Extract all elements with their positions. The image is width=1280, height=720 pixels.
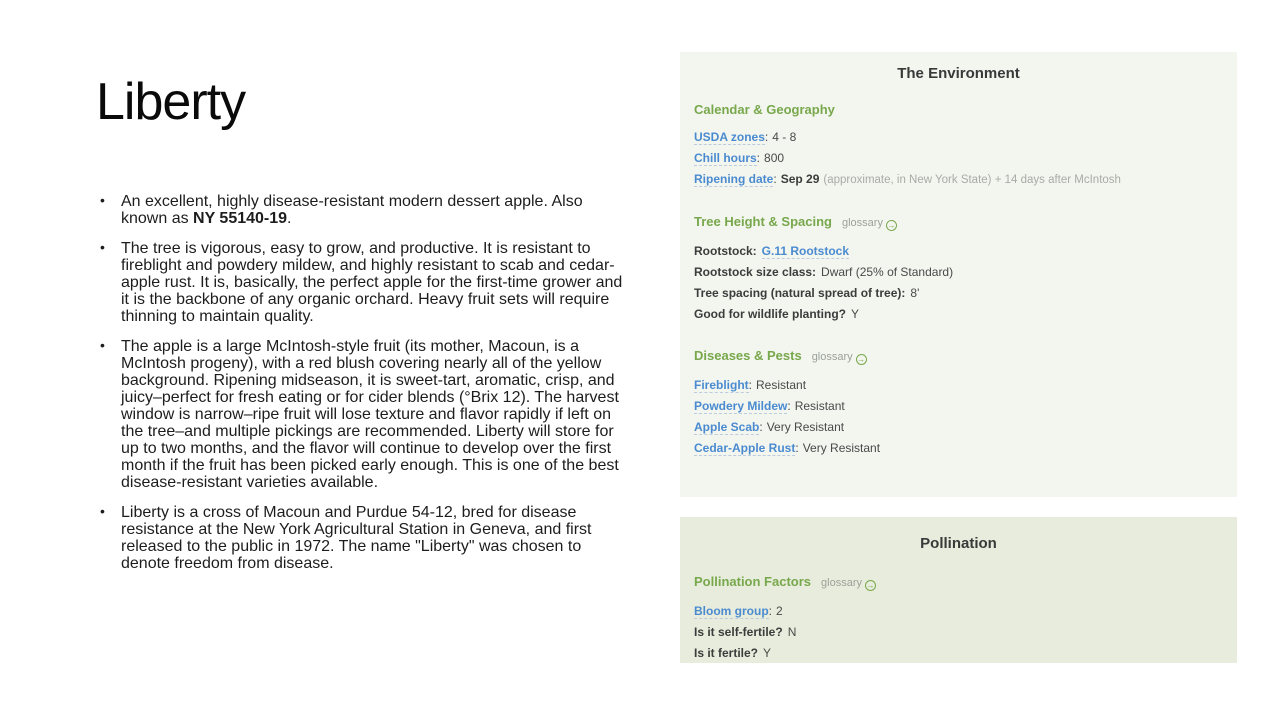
bloom-group-row xyxy=(694,605,1223,618)
powdery-mildew-row xyxy=(694,400,1223,413)
bloom-group-value: 2 xyxy=(776,604,783,618)
bullet-dot-icon xyxy=(100,337,105,354)
wildlife-planting-row xyxy=(694,308,1223,321)
ripening-date-note: (approximate, in New York State) + 14 days after McIntosh xyxy=(823,174,1121,186)
bullet-text: An excellent, highly disease-resistant modern dessert apple. Also known as NY 55140-19. xyxy=(121,193,583,227)
pollination-glossary-link[interactable] xyxy=(821,577,876,589)
page-title: Liberty xyxy=(96,73,246,131)
bloom-group-link[interactable]: Bloom group xyxy=(694,604,769,618)
usda-zones-link[interactable]: USDA zones xyxy=(694,130,765,144)
bullet-item-4 xyxy=(97,504,627,572)
chill-hours-value: 800 xyxy=(764,151,785,165)
ripening-date-row xyxy=(694,173,1223,187)
apple-scab-link[interactable]: Apple Scab xyxy=(694,420,760,434)
fertile-label: Is it fertile? xyxy=(694,646,759,660)
circle-arrow-right-icon xyxy=(856,354,867,365)
rootstock-size-row xyxy=(694,266,1223,279)
fertile-value: Y xyxy=(763,646,772,660)
g11-rootstock-link[interactable]: G.11 Rootstock xyxy=(761,244,850,258)
rootstock-row xyxy=(694,245,1223,258)
section-heading-label: Tree Height & Spacing xyxy=(694,214,832,229)
apple-scab-row xyxy=(694,421,1223,434)
circle-arrow-right-icon xyxy=(886,220,897,231)
separator: : xyxy=(759,420,763,434)
glossary-label: glossary xyxy=(811,351,853,363)
cedar-apple-rust-link[interactable]: Cedar-Apple Rust xyxy=(694,441,796,455)
usda-zones-row xyxy=(694,131,1223,144)
powdery-mildew-value: Resistant xyxy=(794,399,845,413)
ripening-date-value: Sep 29 xyxy=(780,172,820,186)
wildlife-planting-value: Y xyxy=(850,307,859,321)
section-heading-diseases-pests xyxy=(694,349,1223,365)
bullet-dot-icon xyxy=(100,192,105,209)
glossary-label: glossary xyxy=(821,577,862,589)
tree-glossary-link[interactable] xyxy=(842,217,897,229)
bullet-dot-icon xyxy=(100,239,105,256)
chill-hours-row xyxy=(694,152,1223,165)
bullet-text: The apple is a large McIntosh-style fruit (its mother, Macoun, is a McIntosh progeny), with a red blush covering nearly all of the yellow background. Ripening midseason, it is sweet-tart, aromatic, crisp, and juicy–perfect for fresh eating or for cider blends (°Brix 12). The harvest window is narrow–ripe fruit will lose texture and flavor rapidly if left on the tree–and multiple pickings are recommended. Liberty will store for up to two months, and the flavor will continue to develop over the first month if the fruit has been picked early enough. This is one of the best disease-resistant varieties available. xyxy=(121,338,619,491)
rootstock-label: Rootstock: xyxy=(694,244,757,258)
bullet-item-2 xyxy=(97,240,627,325)
bullet-item-1 xyxy=(97,193,627,227)
section-heading-label: Pollination Factors xyxy=(694,574,812,589)
glossary-label: glossary xyxy=(841,217,883,229)
section-heading-label: Calendar & Geography xyxy=(694,102,835,117)
bullet-list xyxy=(97,193,627,585)
fertile-row xyxy=(694,647,1223,660)
usda-zones-value: 4 - 8 xyxy=(772,130,797,144)
bullet-dot-icon xyxy=(100,503,105,520)
ripening-date-link[interactable]: Ripening date xyxy=(694,172,774,186)
environment-panel-title: The Environment xyxy=(897,65,1020,82)
section-heading-tree-height-spacing xyxy=(694,215,1223,231)
tree-spacing-value: 8' xyxy=(910,286,920,300)
cedar-apple-rust-row xyxy=(694,442,1223,455)
bullet-text: Liberty is a cross of Macoun and Purdue 54-12, bred for disease resistance at the New York Agricultural Station in Geneva, and first released to the public in 1972. The name "Liberty" was chosen to denote freedom from disease. xyxy=(121,504,592,572)
section-heading-label: Diseases & Pests xyxy=(694,348,802,363)
pollination-panel xyxy=(680,517,1237,663)
wildlife-planting-label: Good for wildlife planting? xyxy=(694,307,846,321)
self-fertile-label: Is it self-fertile? xyxy=(694,625,783,639)
rootstock-size-value: Dwarf (25% of Standard) xyxy=(821,265,954,279)
separator: : xyxy=(795,441,799,455)
separator: : xyxy=(756,151,761,165)
section-heading-calendar-geography xyxy=(694,103,1223,117)
fireblight-row xyxy=(694,379,1223,392)
separator: : xyxy=(748,378,753,392)
self-fertile-value: N xyxy=(787,625,797,639)
chill-hours-link[interactable]: Chill hours xyxy=(694,151,757,165)
tree-spacing-label: Tree spacing (natural spread of tree): xyxy=(694,286,906,300)
environment-panel xyxy=(680,52,1237,497)
rootstock-size-label: Rootstock size class: xyxy=(694,265,817,279)
diseases-glossary-link[interactable] xyxy=(812,351,867,363)
separator: : xyxy=(764,130,769,144)
fireblight-link[interactable]: Fireblight xyxy=(694,378,749,392)
self-fertile-row xyxy=(694,626,1223,639)
tree-spacing-row xyxy=(694,287,1223,300)
section-heading-pollination-factors xyxy=(694,575,1223,591)
separator: : xyxy=(787,399,791,413)
pollination-panel-title: Pollination xyxy=(920,535,997,552)
circle-arrow-right-icon xyxy=(865,580,876,591)
separator: : xyxy=(768,604,772,618)
fireblight-value: Resistant xyxy=(756,378,807,392)
bullet-text: The tree is vigorous, easy to grow, and productive. It is resistant to fireblight and powdery mildew, and highly resistant to scab and cedar-apple rust. It is, basically, the perfect apple for the first-time grower and it is the backbone of any organic orchard. Heavy fruit sets will require thinning to maintain quality. xyxy=(121,240,623,325)
separator: : xyxy=(773,172,777,186)
apple-scab-value: Very Resistant xyxy=(766,420,845,434)
cedar-apple-rust-value: Very Resistant xyxy=(802,441,881,455)
powdery-mildew-link[interactable]: Powdery Mildew xyxy=(694,399,788,413)
bullet-item-3 xyxy=(97,338,627,491)
